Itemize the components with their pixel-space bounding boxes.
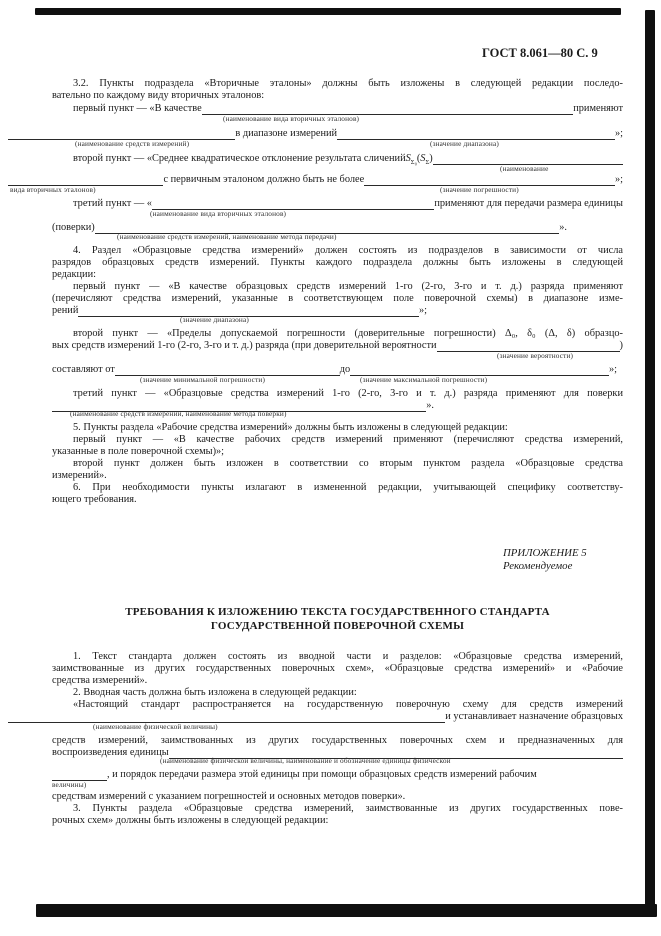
blank-field	[202, 105, 574, 115]
section-heading	[52, 606, 623, 633]
text-segment: средствам измерений с указанием погрешностей и основных методов поверки».	[52, 791, 406, 802]
text-line	[73, 153, 623, 165]
caption-row	[0, 352, 661, 361]
text-segment: ».	[559, 222, 567, 233]
field-caption: (наименование физической величины, наименование и обозначение единицы физической	[160, 756, 451, 765]
text-segment: рочных схем» должны быть изложены в следующей редакции:	[52, 815, 329, 826]
text-segment: »;	[608, 364, 617, 375]
text-line	[73, 281, 623, 293]
text-segment: вательно по каждому виду вторичных эталонов:	[52, 90, 265, 101]
text-line	[52, 675, 147, 687]
text-line	[52, 494, 137, 506]
formula-symbol: $S_{\Sigma_0}$	[405, 153, 417, 167]
section-heading-line2: ГОСУДАРСТВЕННОЙ ПОВЕРОЧНОЙ СХЕМЫ	[210, 619, 465, 632]
text-segment: 6. При необходимости пункты излагают в измененной редакции, учитывающей специфику соответству-	[73, 482, 623, 493]
text-segment: )	[429, 153, 433, 164]
text-segment: третий пункт — «Образцовые средства измерений 1-го (2-го, 3-го и т. д.) разряда применяют для поверки	[73, 388, 623, 399]
text-segment: 1. Текст стандарта должен состоять из вводной части и разделов: «Образцовые средства измерений,	[73, 651, 623, 662]
text-line	[52, 791, 405, 803]
field-caption: (значение диапазона)	[430, 139, 499, 148]
caption-row	[0, 757, 661, 766]
blank-field	[152, 200, 434, 210]
text-line	[52, 90, 264, 102]
text-segment: »;	[614, 128, 623, 139]
caption-row	[0, 210, 661, 219]
text-segment: (перечисляют средства измерений, указанные в соответствующем поле поверочной схемы) в диапазоне изме-	[52, 293, 623, 304]
field-caption: (значение вероятности)	[497, 351, 574, 360]
text-segment: вых средств измерений 1-го (2-го, 3-го и т. д.) разряда (при доверительной вероятности	[52, 340, 437, 351]
text-segment: указанные в поле поверочной схемы)»;	[52, 446, 225, 457]
blank-field	[337, 130, 615, 140]
text-segment: до	[339, 364, 351, 375]
field-caption: (наименование средств измерений, наименование метода поверки)	[70, 409, 287, 418]
text-segment: составляют от	[52, 364, 115, 375]
blank-field	[350, 366, 609, 376]
text-segment: (поверки)	[52, 222, 95, 233]
appendix-label: ПРИЛОЖЕНИЕ 5	[503, 547, 587, 559]
field-caption: (значение погрешности)	[440, 185, 519, 194]
field-caption: (значение максимальной погрешности)	[360, 375, 488, 384]
text-line	[73, 482, 623, 494]
text-segment: ющего требования.	[52, 494, 137, 505]
blank-field	[437, 342, 620, 352]
caption-row	[0, 376, 661, 385]
formula-symbol: $S_\Sigma$	[420, 153, 430, 167]
text-segment: и устанавливает назначение образцовых	[445, 711, 623, 722]
text-line	[52, 815, 328, 827]
field-caption: (наименование вида вторичных эталонов)	[150, 209, 287, 218]
text-line	[52, 446, 224, 458]
text-line	[73, 699, 623, 711]
caption-row	[0, 233, 661, 242]
field-caption: (наименование физической величины)	[93, 722, 218, 731]
text-line	[73, 687, 357, 699]
text-segment: второй пункт должен быть изложен в соответствии со вторым пунктом раздела «Образцовые средства	[73, 458, 623, 469]
text-segment: (	[416, 153, 421, 164]
text-line	[52, 735, 623, 747]
blank-field	[433, 155, 623, 165]
text-segment: 5. Пункты раздела «Рабочие средства измерений» должны быть изложены в следующей редакции:	[73, 422, 508, 433]
caption-row	[0, 115, 661, 124]
blank-field	[115, 366, 340, 376]
text-line	[73, 434, 623, 446]
text-line	[52, 769, 623, 781]
caption-row	[0, 316, 661, 325]
text-segment: рений	[52, 305, 79, 316]
field-caption: (наименование средств измерений, наименование метода передачи)	[117, 232, 337, 241]
field-caption: (значение минимальной погрешности)	[140, 375, 266, 384]
text-line	[52, 257, 623, 269]
blank-field	[364, 176, 615, 186]
section-heading-line1: ТРЕБОВАНИЯ К ИЗЛОЖЕНИЮ ТЕКСТА ГОСУДАРСТВЕННОГО СТАНДАРТА	[125, 606, 550, 618]
text-line	[73, 198, 623, 210]
caption-row	[0, 781, 661, 790]
text-line	[73, 78, 623, 90]
field-caption: вида вторичных эталонов)	[10, 185, 96, 194]
text-segment: применяют для передачи размера единицы	[434, 198, 623, 209]
text-line	[73, 458, 623, 470]
text-segment: первый пункт — «В качестве рабочих средств измерений применяют (перечисляют средства измерений,	[73, 434, 623, 445]
text-segment: 3.2. Пункты подраздела «Вторичные эталоны» должны быть изложены в следующей редакции последо-	[73, 78, 623, 89]
text-segment: воспроизведения единицы	[52, 747, 169, 758]
text-segment: применяют	[573, 103, 623, 114]
text-line	[73, 651, 623, 663]
text-segment: разрядов образцовых средств измерений. Пункты каждого подраздела должны быть изложены в следующей	[52, 257, 623, 268]
caption-row	[0, 723, 661, 732]
text-line	[8, 174, 623, 186]
text-line	[73, 103, 623, 115]
appendix-subtitle: Рекомендуемое	[503, 560, 573, 572]
text-line	[52, 663, 623, 675]
text-segment: »;	[614, 174, 623, 185]
blank-field	[8, 713, 445, 723]
text-segment: )	[619, 340, 623, 351]
text-segment: 4. Раздел «Образцовые средства измерений» должен состоять из подразделов в зависимости от числа	[73, 245, 623, 256]
text-segment: в диапазоне измерений	[235, 128, 338, 139]
text-segment: 3. Пункты раздела «Образцовые средства измерений, заимствованные из других государственных пове-	[73, 803, 623, 814]
text-line	[52, 340, 623, 352]
text-line	[73, 422, 508, 434]
text-segment: первый пункт — «В качестве	[73, 103, 202, 114]
text-segment: второй пункт — «Среднее квадратическое отклонение результата сличений	[73, 153, 406, 164]
text-segment: измерений».	[52, 470, 107, 481]
text-line	[52, 364, 617, 376]
text-segment: второй пункт — «Пределы допускаемой погрешности (доверительные погрешности) Δ₀, δ₀ (Δ, δ) образцо-	[73, 328, 623, 339]
text-line	[52, 470, 107, 482]
caption-row	[0, 186, 661, 195]
text-line	[8, 711, 623, 723]
scan-artifact-top-bar	[35, 8, 621, 15]
text-segment: «Настоящий стандарт распространяется на государственную поверочную схему для средств измерений	[73, 699, 623, 710]
text-segment: средств измерений, заимствованных из других государственных поверочных схем и предназначенных для	[52, 735, 623, 746]
text-segment: заимствованные из других государственных поверочных схем», «Образцовые средства измерений» и «Рабочие	[52, 663, 623, 674]
field-caption: (наименование средств измерений)	[75, 139, 190, 148]
text-line	[73, 328, 623, 340]
text-line	[8, 128, 623, 140]
field-caption: (наименование вида вторичных эталонов)	[223, 114, 360, 123]
caption-row	[0, 140, 661, 149]
field-caption: величины)	[52, 780, 87, 789]
text-segment: с первичным эталоном должно быть не более	[163, 174, 365, 185]
text-segment: средства измерений».	[52, 675, 148, 686]
text-line	[73, 388, 623, 400]
field-caption: (наименование	[500, 164, 549, 173]
appendix-block	[503, 547, 587, 573]
text-segment: 2. Вводная часть должна быть изложена в следующей редакции:	[73, 687, 357, 698]
text-segment: редакции:	[52, 269, 96, 280]
text-line	[73, 803, 623, 815]
caption-row	[0, 410, 661, 419]
field-caption: (значение диапазона)	[180, 315, 249, 324]
caption-row	[0, 165, 661, 174]
text-segment: ».	[426, 400, 434, 411]
text-line	[73, 245, 623, 257]
scan-artifact-bottom-bar	[36, 904, 657, 917]
text-segment: »;	[418, 305, 427, 316]
text-segment: третий пункт — «	[73, 198, 152, 209]
text-line	[52, 269, 96, 281]
blank-field	[8, 130, 235, 140]
page-header-standard-number: ГОСТ 8.061—80 С. 9	[482, 46, 598, 60]
blank-field	[8, 176, 163, 186]
text-line	[52, 293, 623, 305]
blank-field	[52, 771, 107, 781]
text-segment: , и порядок передачи размера этой единицы при помощи образцовых средств измерений рабочим	[107, 769, 537, 780]
text-segment: первый пункт — «В качестве образцовых средств измерений 1-го (2-го, 3-го и т. д.) разряда применяют	[73, 281, 623, 292]
